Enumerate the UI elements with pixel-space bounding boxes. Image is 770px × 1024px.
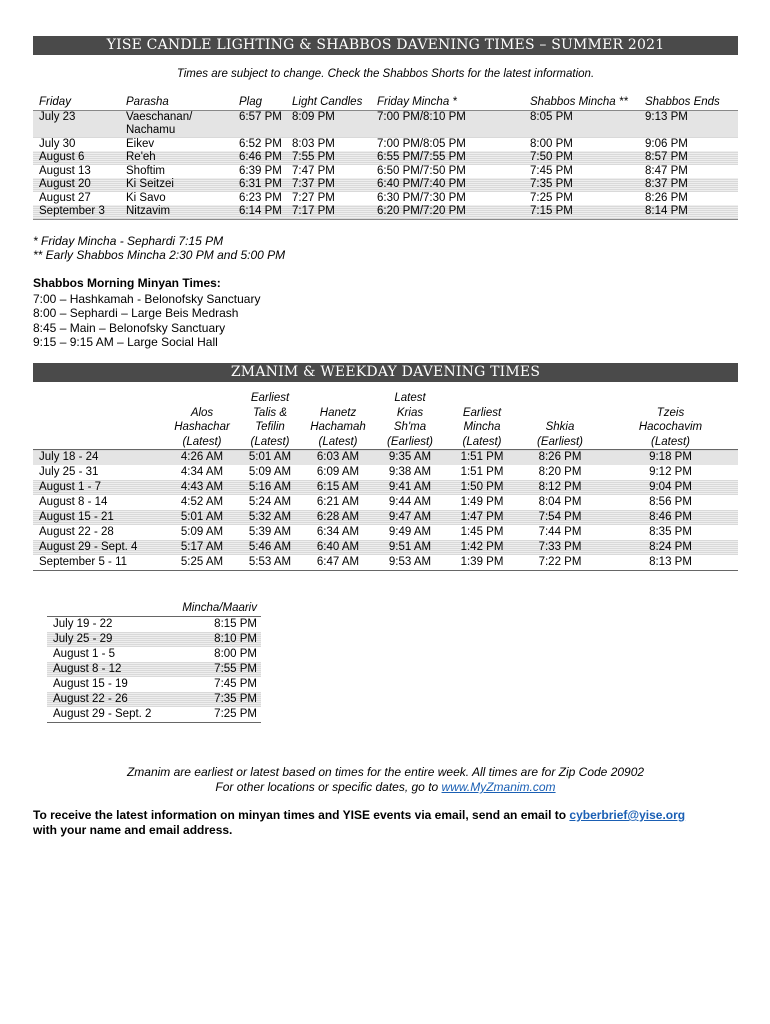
column-header: Light Candles: [292, 96, 363, 108]
table-cell: August 29 - Sept. 4: [33, 540, 164, 555]
column-header: Hanetz Hachamah (Latest): [310, 406, 366, 448]
table-cell: 5:16 AM: [237, 480, 300, 495]
table-cell: 6:15 AM: [300, 480, 373, 495]
column-header: Shabbos Ends: [645, 96, 720, 108]
table-cell: 5:25 AM: [180, 556, 224, 568]
table-cell: 5:53 AM: [248, 556, 292, 568]
table-cell: 6:34 AM: [316, 526, 360, 538]
table-cell: 9:49 AM: [388, 526, 432, 538]
table-cell: July 30: [39, 137, 76, 150]
table-cell: 6:31 PM: [236, 178, 289, 192]
table-cell: August 22 - 26: [47, 692, 167, 707]
table-row: [47, 616, 261, 632]
table-cell: 8:10 PM: [167, 632, 261, 647]
column-header: Friday Mincha *: [377, 96, 457, 108]
table-cell: 6:47 AM: [316, 556, 360, 568]
table-cell: 7:37 PM: [289, 178, 374, 192]
email-signup-text: To receive the latest information on minyan times and YISE events via email, send an email to cyberbrief@yise.org: [33, 808, 686, 822]
table-cell: 6:30 PM/7:30 PM: [377, 191, 466, 204]
table-header-row: [47, 602, 261, 616]
table-cell: 8:20 PM: [538, 466, 582, 478]
change-notice: Times are subject to change. Check the Shabbos Shorts for the latest information.: [176, 68, 595, 80]
table-cell: 4:43 AM: [164, 480, 237, 495]
table-row: [47, 662, 261, 677]
table-cell: 6:55 PM/7:55 PM: [374, 151, 527, 165]
table-cell: August 13: [39, 164, 91, 177]
table-cell: 4:34 AM: [180, 466, 224, 478]
column-header: Friday: [39, 96, 71, 108]
table-cell: 9:41 AM: [373, 480, 444, 495]
table-row: [33, 480, 738, 495]
table-row: [47, 677, 261, 692]
table-row: [33, 465, 738, 480]
table-cell: 8:03 PM: [292, 137, 335, 150]
table-header-row: [33, 391, 738, 450]
table-cell: 5:09 AM: [180, 526, 224, 538]
footnote-friday-mincha: * Friday Mincha - Sephardi 7:15 PM: [33, 234, 224, 248]
email-link[interactable]: cyberbrief@yise.org: [569, 808, 686, 822]
table-cell: 1:42 PM: [444, 540, 517, 555]
table-cell: 8:57 PM: [642, 151, 738, 165]
table-cell: August 27: [39, 191, 91, 204]
table-cell: 9:53 AM: [388, 556, 432, 568]
table-cell: 6:20 PM/7:20 PM: [374, 205, 527, 219]
table-cell: 1:45 PM: [460, 526, 504, 538]
table-cell: 9:18 PM: [600, 450, 738, 466]
column-header: Earliest Mincha (Latest): [462, 406, 502, 448]
table-cell: 5:01 AM: [164, 510, 237, 525]
table-cell: August 6: [33, 151, 123, 165]
table-cell: Vaeschanan/ Nachamu: [123, 110, 236, 138]
table-cell: 5:46 AM: [237, 540, 300, 555]
table-cell: 8:26 PM: [645, 191, 688, 204]
morning-minyan-line: 8:45 – Main – Belonofsky Sanctuary: [33, 321, 226, 335]
column-header: Plag: [239, 96, 263, 108]
table-cell: 8:47 PM: [645, 164, 688, 177]
table-cell: August 20: [33, 178, 123, 192]
table-cell: Nitzavim: [123, 205, 236, 219]
table-cell: July 25 - 29: [47, 632, 167, 647]
section-banner-shabbos: YISE CANDLE LIGHTING & SHABBOS DAVENING TIMES – SUMMER 2021: [33, 36, 738, 55]
table-cell: 8:14 PM: [642, 205, 738, 219]
table-cell: 7:47 PM: [292, 164, 335, 177]
table-cell: 5:01 AM: [237, 450, 300, 466]
table-cell: 1:51 PM: [460, 466, 504, 478]
table-cell: 9:44 AM: [388, 496, 432, 508]
table-row: [47, 632, 261, 647]
table-cell: 9:47 AM: [373, 510, 444, 525]
table-cell: 9:13 PM: [642, 110, 738, 138]
table-row: [33, 192, 738, 206]
table-cell: 6:09 AM: [316, 466, 360, 478]
table-cell: August 8 - 14: [39, 496, 108, 508]
table-cell: 8:13 PM: [649, 556, 692, 568]
table-cell: 9:51 AM: [373, 540, 444, 555]
table-cell: 8:04 PM: [538, 496, 582, 508]
table-cell: 7:27 PM: [292, 191, 335, 204]
table-row: [33, 110, 738, 138]
table-cell: August 15 - 19: [53, 677, 128, 690]
table-row: [33, 495, 738, 510]
table-cell: August 8 - 12: [47, 662, 167, 677]
column-header: Shabbos Mincha **: [530, 96, 628, 108]
table-cell: 7:25 PM: [530, 191, 573, 204]
table-cell: 7:50 PM: [527, 151, 642, 165]
table-cell: 5:09 AM: [248, 466, 292, 478]
table-cell: 7:35 PM: [527, 178, 642, 192]
table-cell: 7:15 PM: [527, 205, 642, 219]
shabbos-times-table: [33, 96, 738, 220]
table-cell: 6:50 PM/7:50 PM: [377, 164, 466, 177]
table-cell: 5:24 AM: [248, 496, 292, 508]
table-cell: 6:57 PM: [236, 110, 289, 138]
table-cell: 4:26 AM: [164, 450, 237, 466]
table-cell: August 1 - 7: [33, 480, 164, 495]
table-cell: 1:39 PM: [460, 556, 504, 568]
table-cell: September 5 - 11: [39, 556, 128, 568]
table-cell: 9:38 AM: [388, 466, 432, 478]
table-cell: 8:05 PM: [527, 110, 642, 138]
zmanim-locations-note: For other locations or specific dates, go to www.MyZmanim.com: [215, 780, 556, 794]
table-cell: Ki Seitzei: [123, 178, 236, 192]
morning-minyan-line: 9:15 – 9:15 AM – Large Social Hall: [33, 335, 218, 349]
column-header: Shkia (Earliest): [536, 421, 583, 448]
table-cell: 6:14 PM: [236, 205, 289, 219]
table-row: [33, 165, 738, 179]
mincha-maariv-table: [47, 602, 261, 723]
table-cell: 5:17 AM: [164, 540, 237, 555]
table-row: [33, 138, 738, 152]
table-cell: 6:52 PM: [239, 137, 282, 150]
column-header: Tzeis Hacochavim (Latest): [638, 406, 703, 448]
table-cell: 1:51 PM: [444, 450, 517, 466]
table-cell: 7:45 PM: [214, 677, 257, 690]
table-cell: Ki Savo: [126, 191, 166, 204]
column-header: [33, 391, 164, 450]
footnote-shabbos-mincha: ** Early Shabbos Mincha 2:30 PM and 5:00 PM: [33, 248, 286, 262]
section-banner-zmanim: ZMANIM & WEEKDAY DAVENING TIMES: [33, 363, 738, 382]
table-cell: 7:54 PM: [517, 510, 600, 525]
table-cell: 7:17 PM: [289, 205, 374, 219]
table-row: [33, 555, 738, 571]
table-cell: 8:46 PM: [600, 510, 738, 525]
table-cell: 6:23 PM: [239, 191, 282, 204]
table-cell: 1:47 PM: [444, 510, 517, 525]
table-cell: 7:00 PM/8:10 PM: [374, 110, 527, 138]
table-cell: 7:44 PM: [538, 526, 582, 538]
table-cell: 8:00 PM: [214, 647, 257, 660]
zmanim-table: [33, 391, 738, 571]
table-row: [33, 205, 738, 219]
table-cell: 5:32 AM: [237, 510, 300, 525]
table-cell: July 18 - 24: [33, 450, 164, 466]
table-cell: 6:40 AM: [300, 540, 373, 555]
table-cell: 7:45 PM: [530, 164, 573, 177]
table-cell: Eikev: [126, 137, 155, 150]
table-cell: 1:50 PM: [444, 480, 517, 495]
email-signup-suffix: with your name and email address.: [33, 823, 233, 837]
table-cell: 9:35 AM: [373, 450, 444, 466]
table-cell: 1:49 PM: [460, 496, 504, 508]
table-cell: 8:09 PM: [289, 110, 374, 138]
table-row: [33, 525, 738, 540]
table-row: [33, 510, 738, 525]
table-cell: 6:03 AM: [300, 450, 373, 466]
table-cell: 9:04 PM: [600, 480, 738, 495]
table-cell: July 19 - 22: [53, 617, 113, 630]
table-cell: 7:35 PM: [167, 692, 261, 707]
table-cell: 8:12 PM: [517, 480, 600, 495]
table-cell: 8:26 PM: [517, 450, 600, 466]
table-cell: 8:35 PM: [649, 526, 692, 538]
table-cell: July 23: [33, 110, 123, 138]
table-cell: 8:15 PM: [214, 617, 257, 630]
column-header: Earliest Talis & Tefilin (Latest): [250, 392, 290, 448]
column-header: Mincha/Maariv: [182, 602, 257, 614]
table-cell: 7:33 PM: [517, 540, 600, 555]
column-header: Parasha: [126, 96, 169, 108]
table-cell: 8:37 PM: [642, 178, 738, 192]
table-cell: September 3: [33, 205, 123, 219]
column-header: Latest Krias Sh'ma (Earliest): [386, 392, 433, 448]
table-cell: Re'eh: [123, 151, 236, 165]
table-row: [47, 647, 261, 662]
table-cell: 7:22 PM: [538, 556, 582, 568]
zmanim-note: Zmanim are earliest or latest based on times for the entire week. All times are for Zip Code 20902: [126, 765, 645, 779]
table-header-row: [33, 96, 738, 110]
table-row: [33, 540, 738, 555]
table-cell: August 1 - 5: [53, 647, 116, 660]
table-cell: 7:00 PM/8:05 PM: [377, 137, 466, 150]
table-row: [47, 707, 261, 723]
table-row: [33, 450, 738, 466]
table-cell: 8:24 PM: [600, 540, 738, 555]
table-cell: 6:39 PM: [239, 164, 282, 177]
table-cell: August 15 - 21: [33, 510, 164, 525]
table-cell: 7:55 PM: [167, 662, 261, 677]
table-cell: 6:40 PM/7:40 PM: [374, 178, 527, 192]
morning-minyan-line: 7:00 – Hashkamah - Belonofsky Sanctuary: [33, 292, 261, 306]
table-cell: July 25 - 31: [39, 466, 99, 478]
morning-minyan-line: 8:00 – Sephardi – Large Beis Medrash: [33, 306, 239, 320]
table-cell: 4:52 AM: [180, 496, 224, 508]
table-cell: 6:28 AM: [300, 510, 373, 525]
table-row: [33, 151, 738, 165]
table-cell: 7:25 PM: [214, 707, 257, 720]
table-cell: 9:06 PM: [645, 137, 688, 150]
table-cell: 5:39 AM: [248, 526, 292, 538]
table-row: [33, 178, 738, 192]
table-cell: 6:21 AM: [316, 496, 360, 508]
table-cell: August 22 - 28: [39, 526, 114, 538]
table-cell: 7:55 PM: [289, 151, 374, 165]
table-cell: 9:12 PM: [649, 466, 692, 478]
table-row: [47, 692, 261, 707]
table-cell: 6:46 PM: [236, 151, 289, 165]
morning-minyan-title: Shabbos Morning Minyan Times:: [33, 276, 221, 290]
table-cell: 8:56 PM: [649, 496, 692, 508]
myzmanim-link[interactable]: www.MyZmanim.com: [441, 780, 556, 794]
table-cell: 8:00 PM: [530, 137, 573, 150]
table-cell: Shoftim: [126, 164, 165, 177]
table-cell: August 29 - Sept. 2: [53, 707, 152, 720]
column-header: Alos Hashachar (Latest): [174, 406, 230, 448]
